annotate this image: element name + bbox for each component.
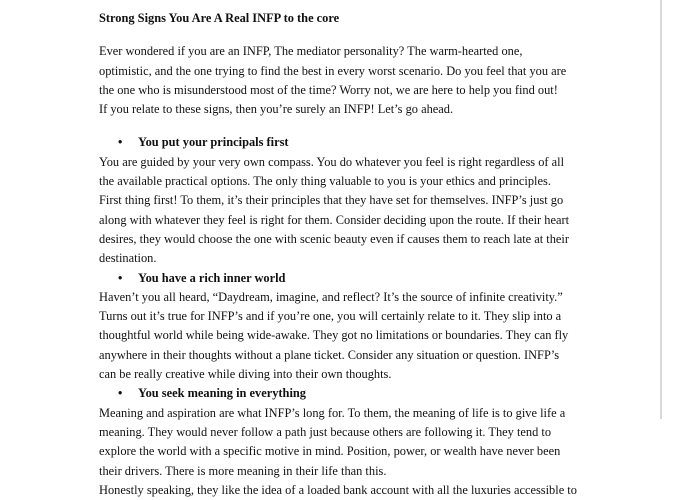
body-line: anywhere in their thoughts without a plane ticket. Consider any situation or question. INFP’s [99,347,560,362]
body-line: along with whatever they feel is right for them. Consider deciding upon the route. If their heart [99,212,570,227]
document-body [99,9,580,500]
body-line: Turns out it’s true for INFP’s and if you’re one, you will certainly relate to it. They slip into a [99,309,562,324]
section-principles [99,133,580,268]
section-heading-text: You seek meaning in everything [138,386,306,401]
body-line: explore the world with a specific motive in mind. Position, power, or wealth have never been [99,444,561,459]
intro-line: the one who is misunderstood most of the time? Worry not, we are here to help you find out! [99,82,558,97]
body-line: You are guided by your very own compass. You do whatever you feel is right regardless of all [99,154,565,169]
body-line: the available practical options. The only thing valuable to you is your ethics and principles. [99,174,551,189]
body-line: thoughtful world while being wide-awake. They got no limitations or boundaries. They can fly [99,328,569,343]
section-heading-text: You have a rich inner world [138,270,286,285]
body-line: their drivers. There is more meaning in their life than this. [99,463,387,478]
body-line: meaning. They would never follow a path just because others are following it. They tend to [99,424,552,439]
section-inner-world [99,269,580,385]
section-heading [99,384,580,403]
body-line: Haven’t you all heard, “Daydream, imagine, and reflect? It’s the source of infinite creativity.” [99,289,563,304]
body-line: can be really creative while diving into their own thoughts. [99,367,392,382]
body-line: destination. [99,251,157,266]
bullet-dot-icon: • [118,386,123,401]
body-line: Honestly speaking, they like the idea of a loaded bank account with all the luxuries accessible to [99,482,577,497]
body-line: First thing first! To them, it’s their principles that they have set for themselves. INFP’s just go [99,193,564,208]
body-line: desires, they would choose the one with scenic beauty even if causes them to reach late at their [99,231,569,246]
section-meaning [99,384,580,500]
page-edge-divider [660,0,662,419]
section-heading [99,133,580,152]
intro-paragraph [99,42,580,119]
bullet-dot-icon: • [118,135,123,150]
body-line: Meaning and aspiration are what INFP’s long for. To them, the meaning of life is to give life a [99,405,566,420]
section-heading [99,269,580,288]
bullet-dot-icon: • [118,270,123,285]
document-title: Strong Signs You Are A Real INFP to the core [99,11,340,25]
intro-line: Ever wondered if you are an INFP, The mediator personality? The warm-hearted one, [99,44,523,59]
intro-line: optimistic, and the one trying to find the best in every worst scenario. Do you feel that you are [99,63,567,78]
intro-line: If you relate to these signs, then you’re surely an INFP! Let’s go ahead. [99,102,454,117]
section-heading-text: You put your principals first [138,135,289,150]
